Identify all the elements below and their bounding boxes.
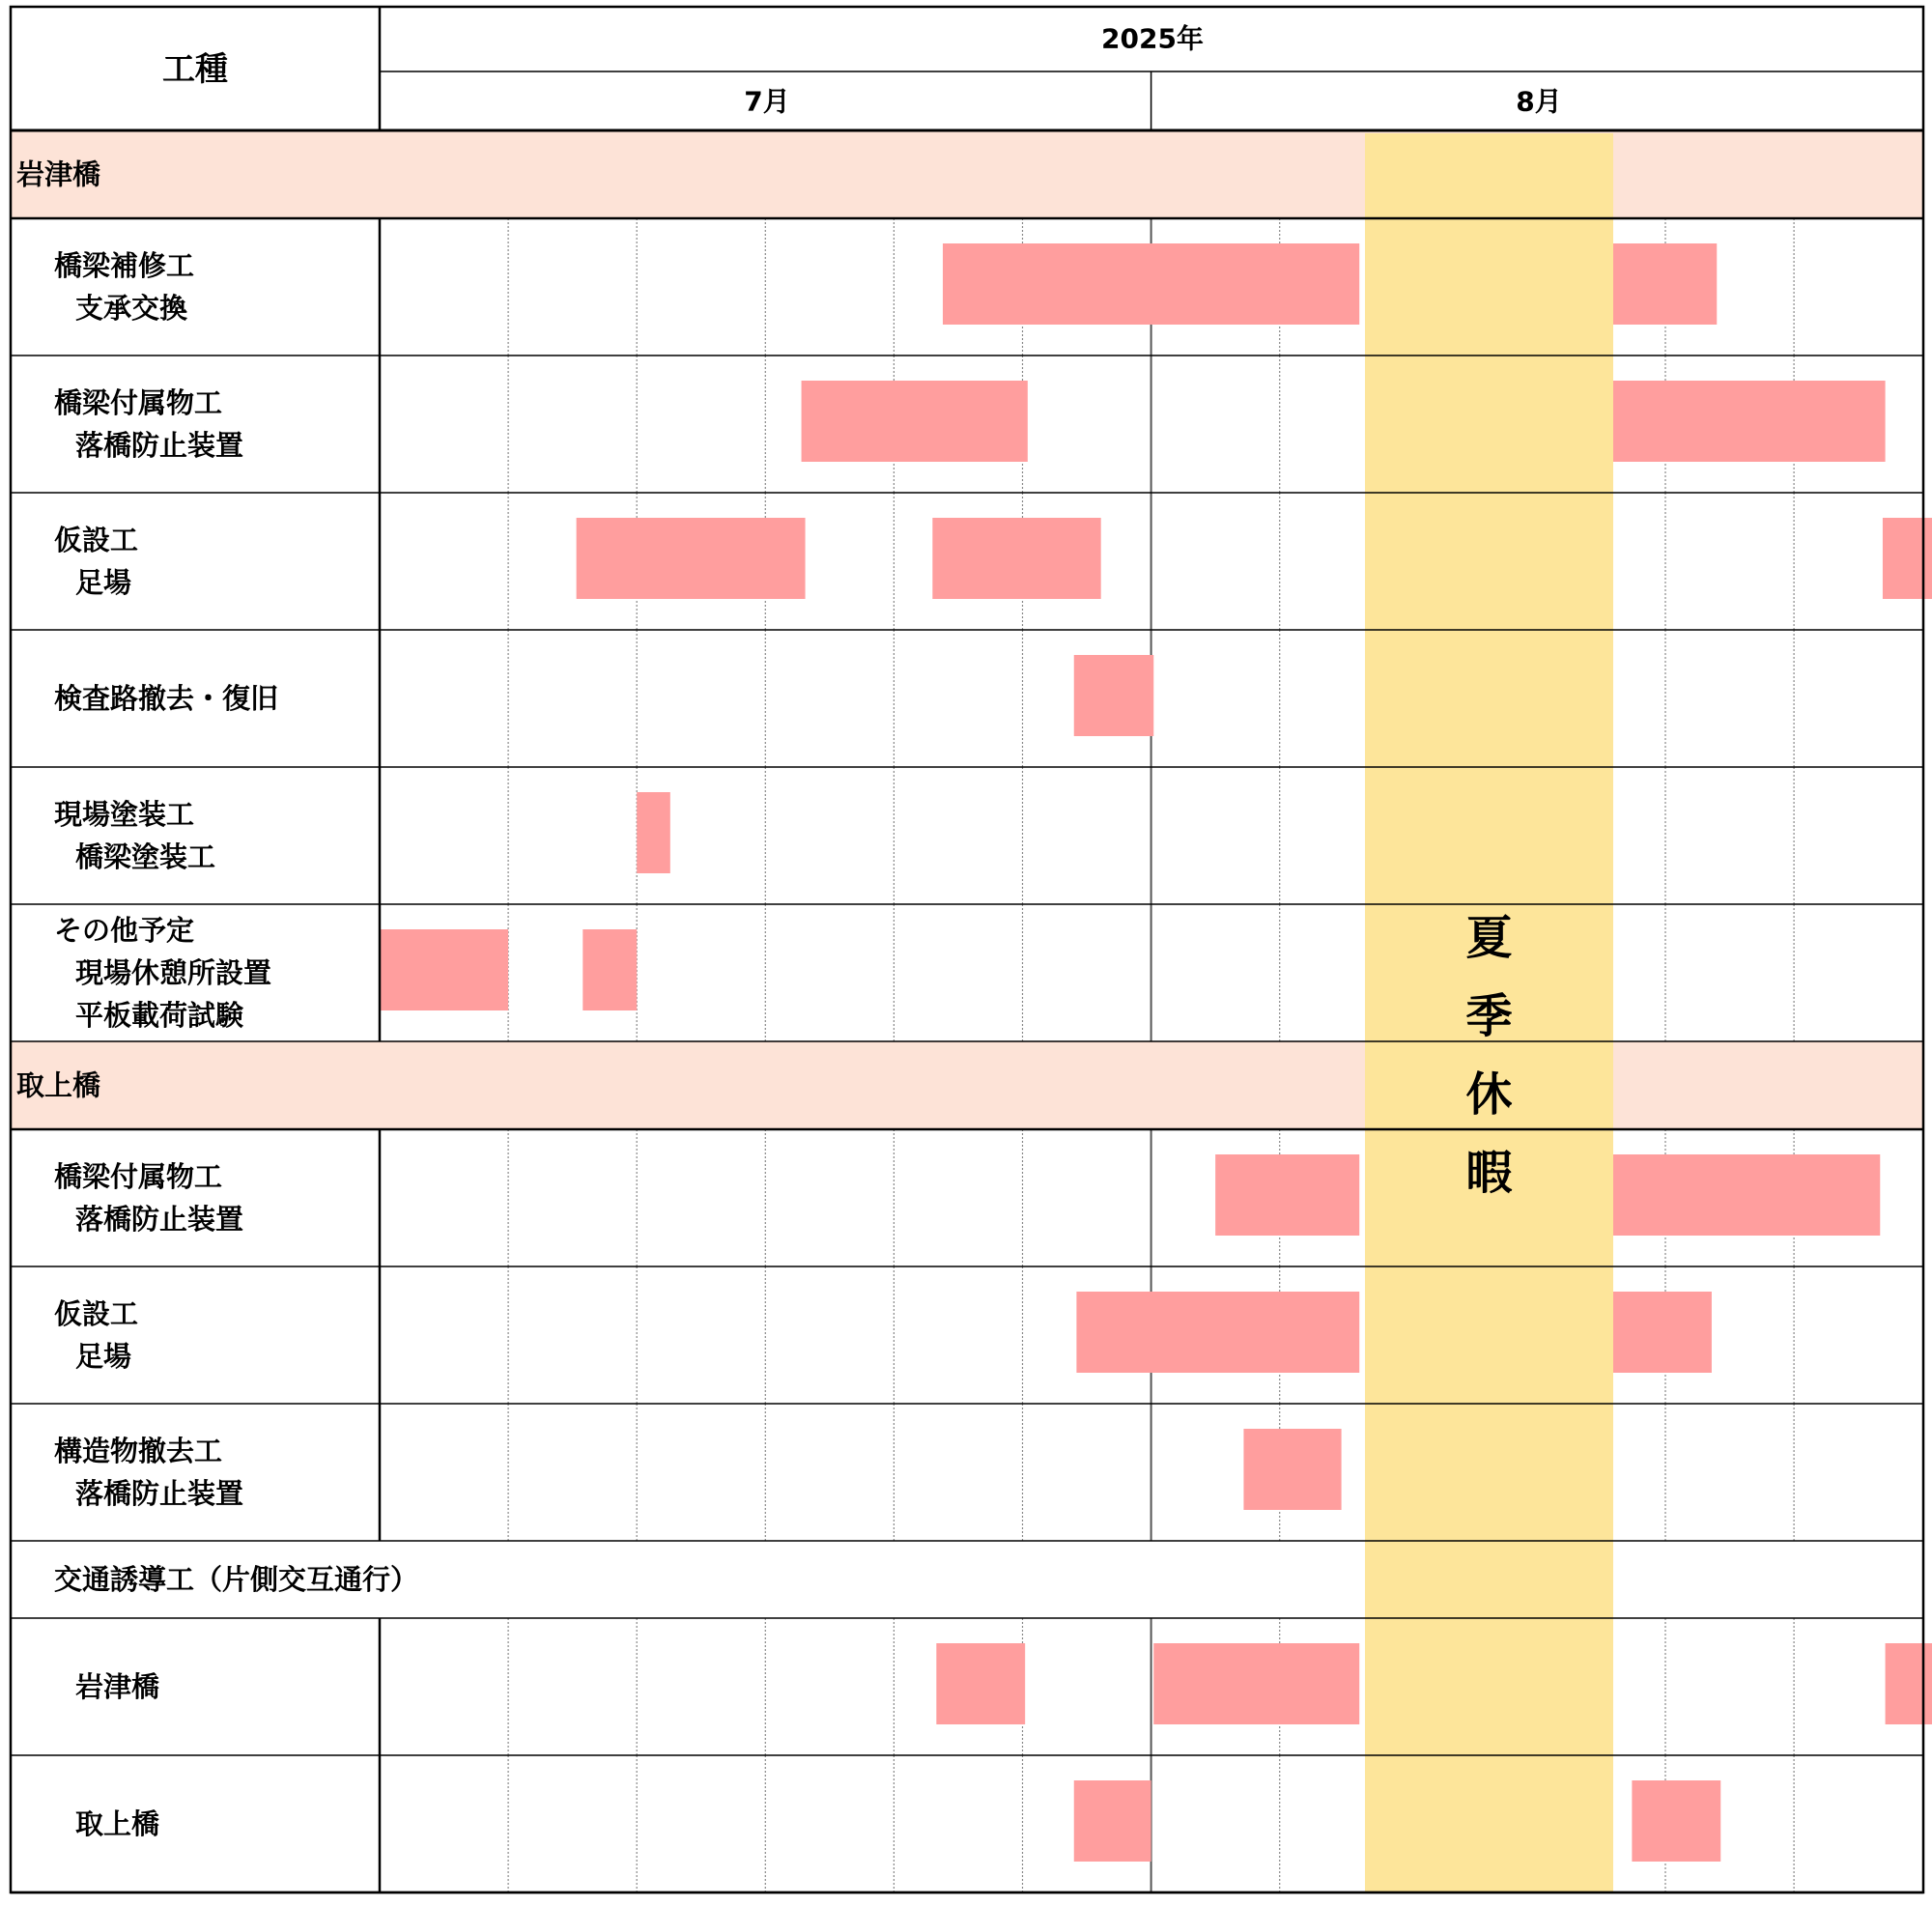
task-label-line: 取上橋 xyxy=(75,1807,160,1840)
schedule-bar xyxy=(1074,1780,1151,1862)
schedule-bar xyxy=(1607,1292,1712,1373)
header-year: 2025年 xyxy=(1101,22,1204,55)
task-label-line: 仮設工 xyxy=(54,1297,139,1330)
task-label-line: 検査路撤去・復旧 xyxy=(54,682,279,715)
schedule-bar xyxy=(1074,655,1154,736)
task-label-line: 支承交換 xyxy=(75,292,188,325)
schedule-bar xyxy=(1215,1154,1359,1236)
task-label-line: 平板載荷試験 xyxy=(75,999,244,1032)
task-label-line: 落橋防止装置 xyxy=(75,1203,244,1236)
vacation-label-char: 夏 xyxy=(1465,911,1513,965)
task-label-line: 足場 xyxy=(75,1340,132,1373)
header-column-label: 工種 xyxy=(162,50,228,89)
vacation-label-char: 季 xyxy=(1465,989,1513,1043)
header-month-july: 7月 xyxy=(744,85,790,118)
task-label-line: 現場休憩所設置 xyxy=(75,956,272,989)
schedule-bar xyxy=(1607,243,1717,325)
section-background xyxy=(11,1041,1923,1129)
task-label-line: 足場 xyxy=(75,566,132,599)
header-month-august: 8月 xyxy=(1516,85,1562,118)
task-label-line: その他予定 xyxy=(54,914,195,947)
schedule-bar xyxy=(1886,1643,1932,1724)
schedule-bar xyxy=(1607,1154,1880,1236)
section-background xyxy=(11,130,1923,218)
task-label-line: 落橋防止装置 xyxy=(75,1477,244,1510)
schedule-bar xyxy=(1153,1643,1359,1724)
schedule-bar xyxy=(1243,1429,1341,1510)
schedule-bar xyxy=(802,381,1028,462)
task-label-line: 橋梁補修工 xyxy=(54,249,195,282)
task-label-line: 橋梁付属物工 xyxy=(54,1160,223,1193)
schedule-bar xyxy=(577,518,806,599)
task-label-line: 仮設工 xyxy=(54,524,139,556)
schedule-bar xyxy=(936,1643,1025,1724)
task-label-line: 橋梁付属物工 xyxy=(54,386,223,419)
schedule-bar xyxy=(1632,1780,1720,1862)
vacation-label-char: 休 xyxy=(1465,1067,1513,1122)
schedule-bar xyxy=(1607,381,1885,462)
vacation-label-char: 暇 xyxy=(1465,1146,1513,1200)
section-label: 岩津橋 xyxy=(16,157,101,191)
schedule-bar xyxy=(1076,1292,1359,1373)
task-label-line: 現場塗装工 xyxy=(54,798,195,831)
task-label-line: 構造物撤去工 xyxy=(54,1435,223,1467)
task-label-line: 落橋防止装置 xyxy=(75,429,244,462)
schedule-bar xyxy=(1883,518,1932,599)
schedule-bar xyxy=(380,929,508,1010)
task-label-line: 交通誘導工（片側交互通行） xyxy=(54,1563,419,1596)
schedule-bar xyxy=(582,929,637,1010)
schedule-bar xyxy=(637,792,670,873)
section-label: 取上橋 xyxy=(16,1068,101,1102)
task-label-line: 岩津橋 xyxy=(75,1670,160,1703)
schedule-bar xyxy=(932,518,1100,599)
schedule-bar xyxy=(943,243,1359,325)
task-label-line: 橋梁塗装工 xyxy=(75,840,216,873)
